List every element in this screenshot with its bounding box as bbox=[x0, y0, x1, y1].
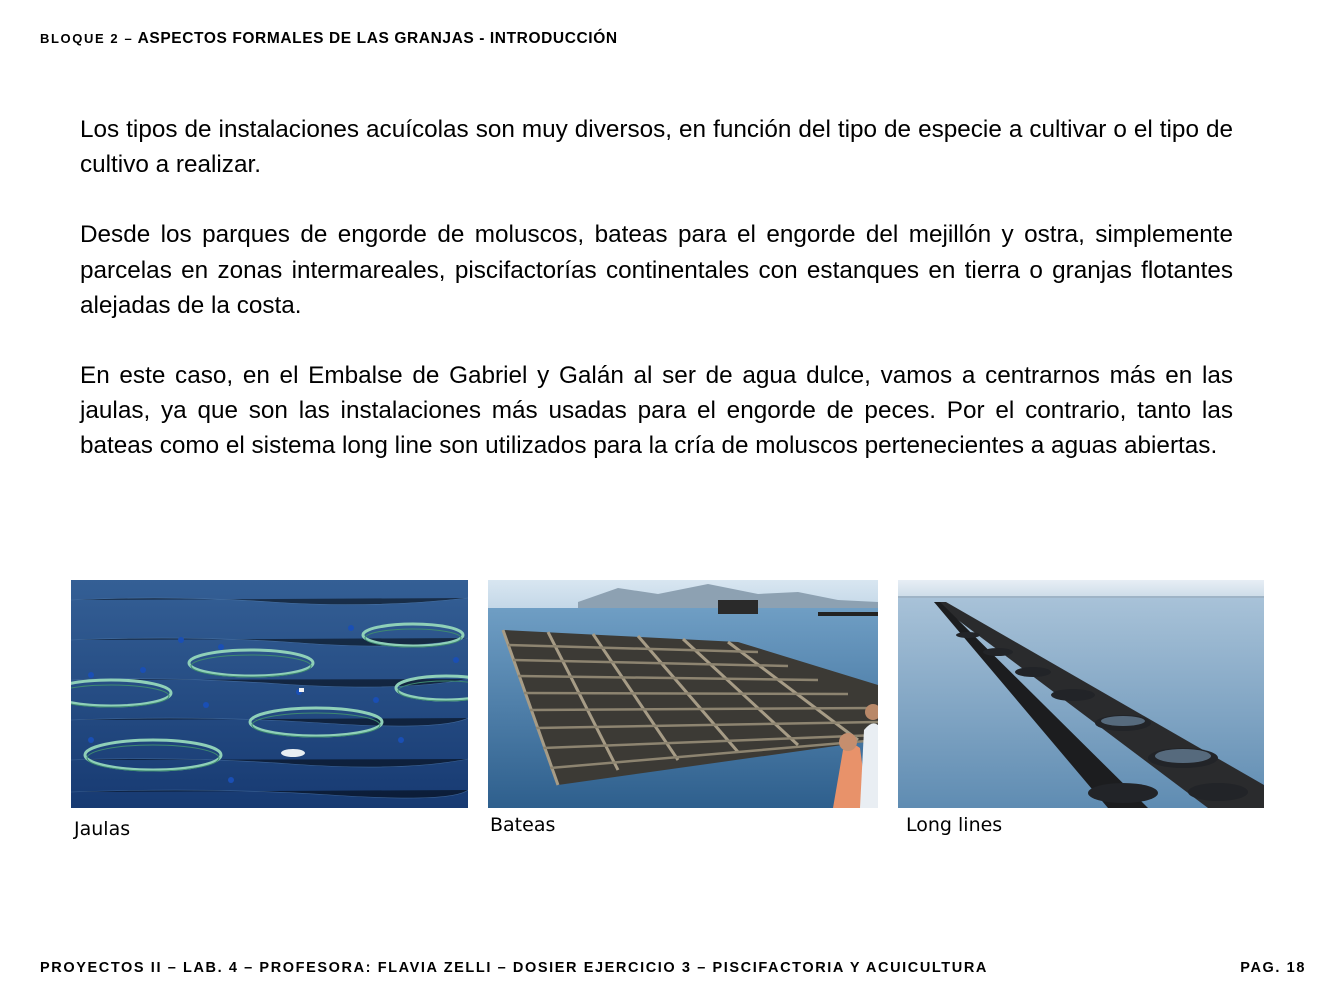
page-number: PAG. 18 bbox=[1240, 960, 1306, 976]
caption-long-lines: Long lines bbox=[906, 814, 1003, 836]
photo-bateas bbox=[488, 580, 878, 808]
caption-jaulas: Jaulas bbox=[74, 818, 131, 840]
slide-header bbox=[40, 30, 618, 48]
caption-bateas: Bateas bbox=[490, 814, 556, 836]
footer-text: PROYECTOS II – LAB. 4 – PROFESORA: FLAVIA ZELLI – DOSIER EJERCICIO 3 – PISCIFACTORIA Y ACUICULTURA bbox=[40, 960, 988, 976]
header-block-label: BLOQUE 2 – bbox=[40, 31, 134, 46]
paragraph-case: En este caso, en el Embalse de Gabriel y Galán al ser de agua dulce, vamos a centrarnos más en las jaulas, ya que son las instalaciones más usadas para el engorde de peces. Por el contrario, tanto las bateas como el sistema long line son utilizados para la cría de moluscos pertenecientes a aguas abiertas. bbox=[80, 362, 1233, 460]
paragraph-types: Desde los parques de engorde de moluscos, bateas para el engorde del mejillón y ostra, simplemente parcelas en zonas intermareales, piscifactorías continentales con estanques en tierra o granjas flotantes alejadas de la costa. bbox=[80, 221, 1233, 319]
photo-long-lines bbox=[898, 580, 1264, 808]
paragraph-intro: Los tipos de instalaciones acuícolas son muy diversos, en función del tipo de especie a cultivar o el tipo de cultivo a realizar. bbox=[80, 116, 1233, 179]
header-title: ASPECTOS FORMALES DE LAS GRANJAS - INTRODUCCIÓN bbox=[133, 30, 618, 47]
body-text bbox=[80, 112, 1233, 499]
photo-jaulas bbox=[71, 580, 468, 808]
